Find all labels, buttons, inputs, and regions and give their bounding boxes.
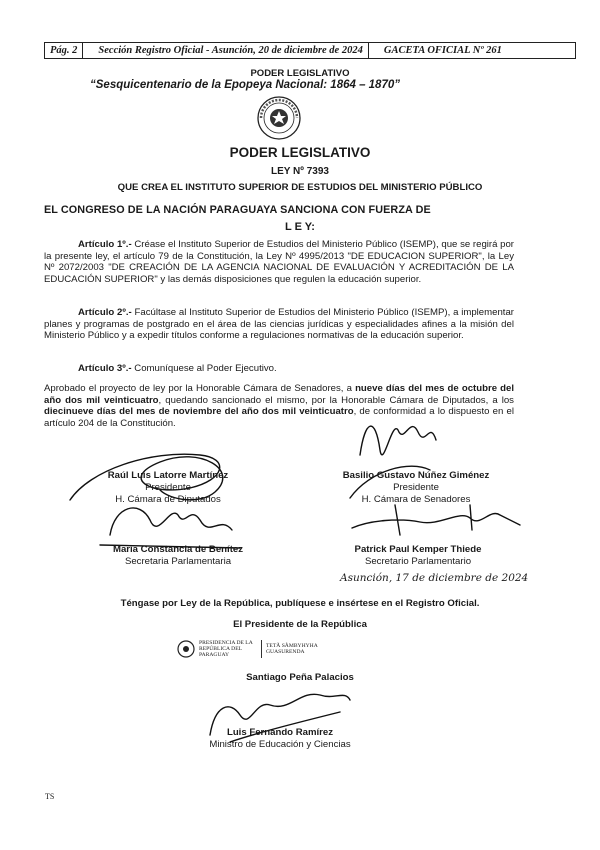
signature-benitez xyxy=(100,508,240,548)
sanction-line: EL CONGRESO DE LA NACIÓN PARAGUAYA SANCIONA CON FUERZA DE xyxy=(44,204,431,216)
page-title: PODER LEGISLATIVO xyxy=(229,145,371,160)
signatory-name: María Constancia de Benítez xyxy=(112,544,244,555)
footer-mark: TS xyxy=(45,792,55,801)
presidency-seal-left-text: PRESIDENCIA DE LA REPÚBLICA DEL PARAGUAY xyxy=(199,639,253,659)
president-label: El Presidente de la República xyxy=(233,619,367,630)
signatory-name: Luis Fernando Ramírez xyxy=(226,727,334,738)
signatory-chamber: H. Cámara de Diputados xyxy=(115,494,221,505)
signatory-role: Presidente xyxy=(393,482,439,493)
signatory-role: Secretario Parlamentario xyxy=(364,556,472,567)
president-name: Santiago Peña Palacios xyxy=(246,672,354,683)
top-label: PODER LEGISLATIVO xyxy=(250,68,350,79)
signature-kemper xyxy=(352,505,520,535)
signature-block-deputies-secretary xyxy=(68,544,288,568)
section-date: Sección Registro Oficial - Asunción, 20 de diciembre de 2024 xyxy=(98,45,363,56)
presidency-seal-right-text: TETÃ SÃMBYHYHA GUASURENDA xyxy=(266,642,318,655)
signature-block-senate-president xyxy=(305,470,527,506)
approval-paragraph: Aprobado el proyecto de ley por la Honorable Cámara de Senadores, a nueve días del mes de octubre del año dos mil veinticuatro, quedando sancionado el mismo, por la Honorable Cámara de Diputados, a los diecinueve días del mes de noviembre del año dos mil veinticuatro, de conformidad a lo dispuesto en el artículo 204 de la Constitución. xyxy=(44,383,515,429)
article-label: Artículo 1º.- xyxy=(78,239,132,250)
signature-block-deputies-president xyxy=(68,470,268,506)
signatory-role: Presidente xyxy=(145,482,191,493)
sanction-ley: L E Y: xyxy=(285,221,315,233)
article-label: Artículo 2º.- xyxy=(78,307,132,318)
commemoration: “Sesquicentenario de la Epopeya Nacional: 1864 – 1870” xyxy=(90,79,400,91)
presidency-seal xyxy=(176,638,356,660)
gazette-number: GACETA OFICIAL Nº 261 xyxy=(383,45,502,56)
article-text: Facúltase al Instituto Superior de Estudios del Ministerio Público (ISEMP), a implementar planes y programas de postgrado en el área de las ciencias jurídicas y especialidades afines a la misión del Ministerio Público y a expedir títulos conforme a regulaciones normativas de la educación superior. xyxy=(44,307,514,342)
signatory-name: Raúl Luis Latorre Martínez xyxy=(107,470,229,481)
presidency-emblem-icon xyxy=(176,639,196,659)
article-text: Comuníquese al Poder Ejecutivo. xyxy=(131,363,277,374)
law-number: LEY Nº 7393 xyxy=(271,166,329,177)
law-subject: QUE CREA EL INSTITUTO SUPERIOR DE ESTUDIOS DEL MINISTERIO PÚBLICO xyxy=(117,182,483,193)
article-label: Artículo 3º.- xyxy=(78,363,132,374)
signature-block-senate-secretary xyxy=(318,544,518,568)
signature-block-minister xyxy=(170,727,390,751)
signatory-role: Secretaria Parlamentaria xyxy=(124,556,232,567)
signatory-role: Ministro de Educación y Ciencias xyxy=(209,739,351,750)
handwritten-date: Asunción, 17 de diciembre de 2024 xyxy=(340,572,529,584)
signatory-name: Basilio Gustavo Núñez Giménez xyxy=(342,470,490,481)
signatory-name: Patrick Paul Kemper Thiede xyxy=(354,544,482,555)
signatory-chamber: H. Cámara de Senadores xyxy=(361,494,471,505)
article-text: Créase el Instituto Superior de Estudios del Ministerio Público (ISEMP), que se regirá por la presente ley, el artículo 79 de la Constitución, la Ley Nº 4995/2013 "DE EDUCACION SUPERIOR", la Ley Nº 2072/2003 "DE CREACIÓN DE LA AGENCIA NACIONAL DE EVALUACIÓN Y ACREDITACIÓN DE LA EDUCACIÓN SUPERIOR" y las demás disposiciones que regulen la educación superior. xyxy=(44,239,515,285)
page-number: Pág. 2 xyxy=(50,45,78,56)
promulgation: Téngase por Ley de la República, publíquese e insértese en el Registro Oficial. xyxy=(120,598,480,609)
